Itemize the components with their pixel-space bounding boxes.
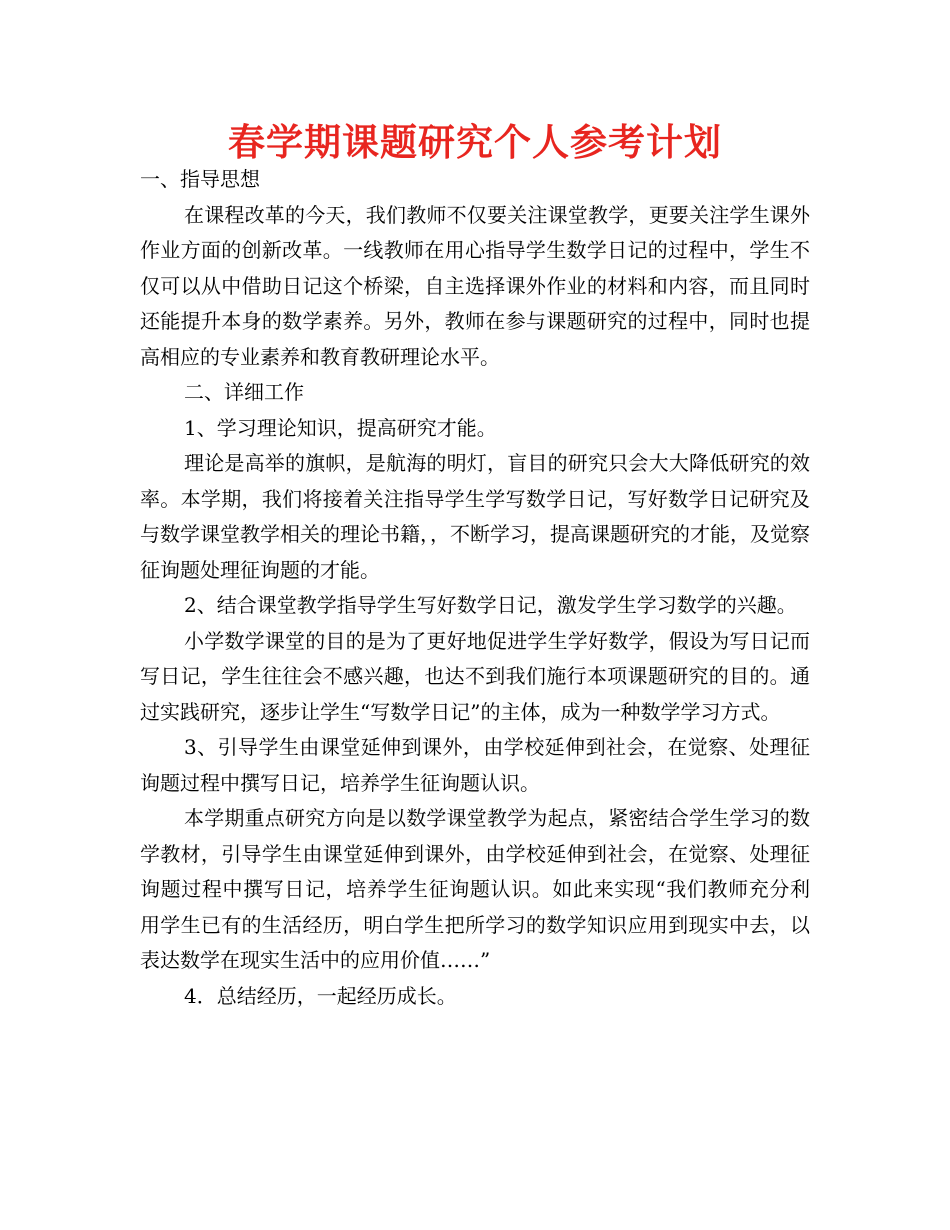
paragraph: 3、引导学生由课堂延伸到课外，由学校延伸到社会，在觉察、处理征询题过程中撰写日记，培养学生征询题认识。 (140, 735, 810, 795)
paragraph: 在课程改革的今天，我们教师不仅要关注课堂教学，更要关注学生课外作业方面的创新改革。一线教师在用心指导学生数学日记的过程中，学生不仅可以从中借助日记这个桥梁，自主选择课外作业的材料和内容，而且同时还能提升本身的数学素养。另外，教师在参与课题研究的过程中，同时也提高相应的专业素养和教育教研理论水平。 (140, 202, 810, 369)
document-body (140, 162, 810, 1014)
paragraph: 一、指导思想 (140, 167, 260, 191)
paragraph: 2、结合课堂教学指导学生写好数学日记，激发学生学习数学的兴趣。 (184, 593, 797, 617)
paragraph: 小学数学课堂的目的是为了更好地促进学生学好数学，假设为写日记而写日记，学生往往会不感兴趣，也达不到我们施行本项课题研究的目的。通过实践研究，逐步让学生“写数学日记”的主体，成为一种数学学习方式。 (140, 628, 810, 724)
document-title: 春学期课题研究个人参考计划 (228, 121, 722, 164)
paragraph: 理论是高举的旗帜，是航海的明灯，盲目的研究只会大大降低研究的效率。本学期，我们将接着关注指导学生学写数学日记，写好数学日记研究及与数学课堂教学相关的理论书籍，，不断学习，提高课题研究的才能，及觉察征询题处理征询题的才能。 (140, 451, 810, 582)
paragraph: 1、学习理论知识，提高研究才能。 (184, 415, 497, 440)
paragraph: 4．总结经历，一起经历成长。 (184, 983, 457, 1008)
paragraph: 本学期重点研究方向是以数学课堂教学为起点，紧密结合学生学习的数学教材，引导学生由课堂延伸到课外，由学校延伸到社会，在觉察、处理征询题过程中撰写日记，培养学生征询题认识。如此来实现“我们教师充分利用学生已有的生活经历，明白学生把所学习的数学知识应用到现实中去，以表达数学在现实生活中的应用价值……” (140, 806, 810, 972)
paragraph: 二、详细工作 (184, 380, 304, 404)
